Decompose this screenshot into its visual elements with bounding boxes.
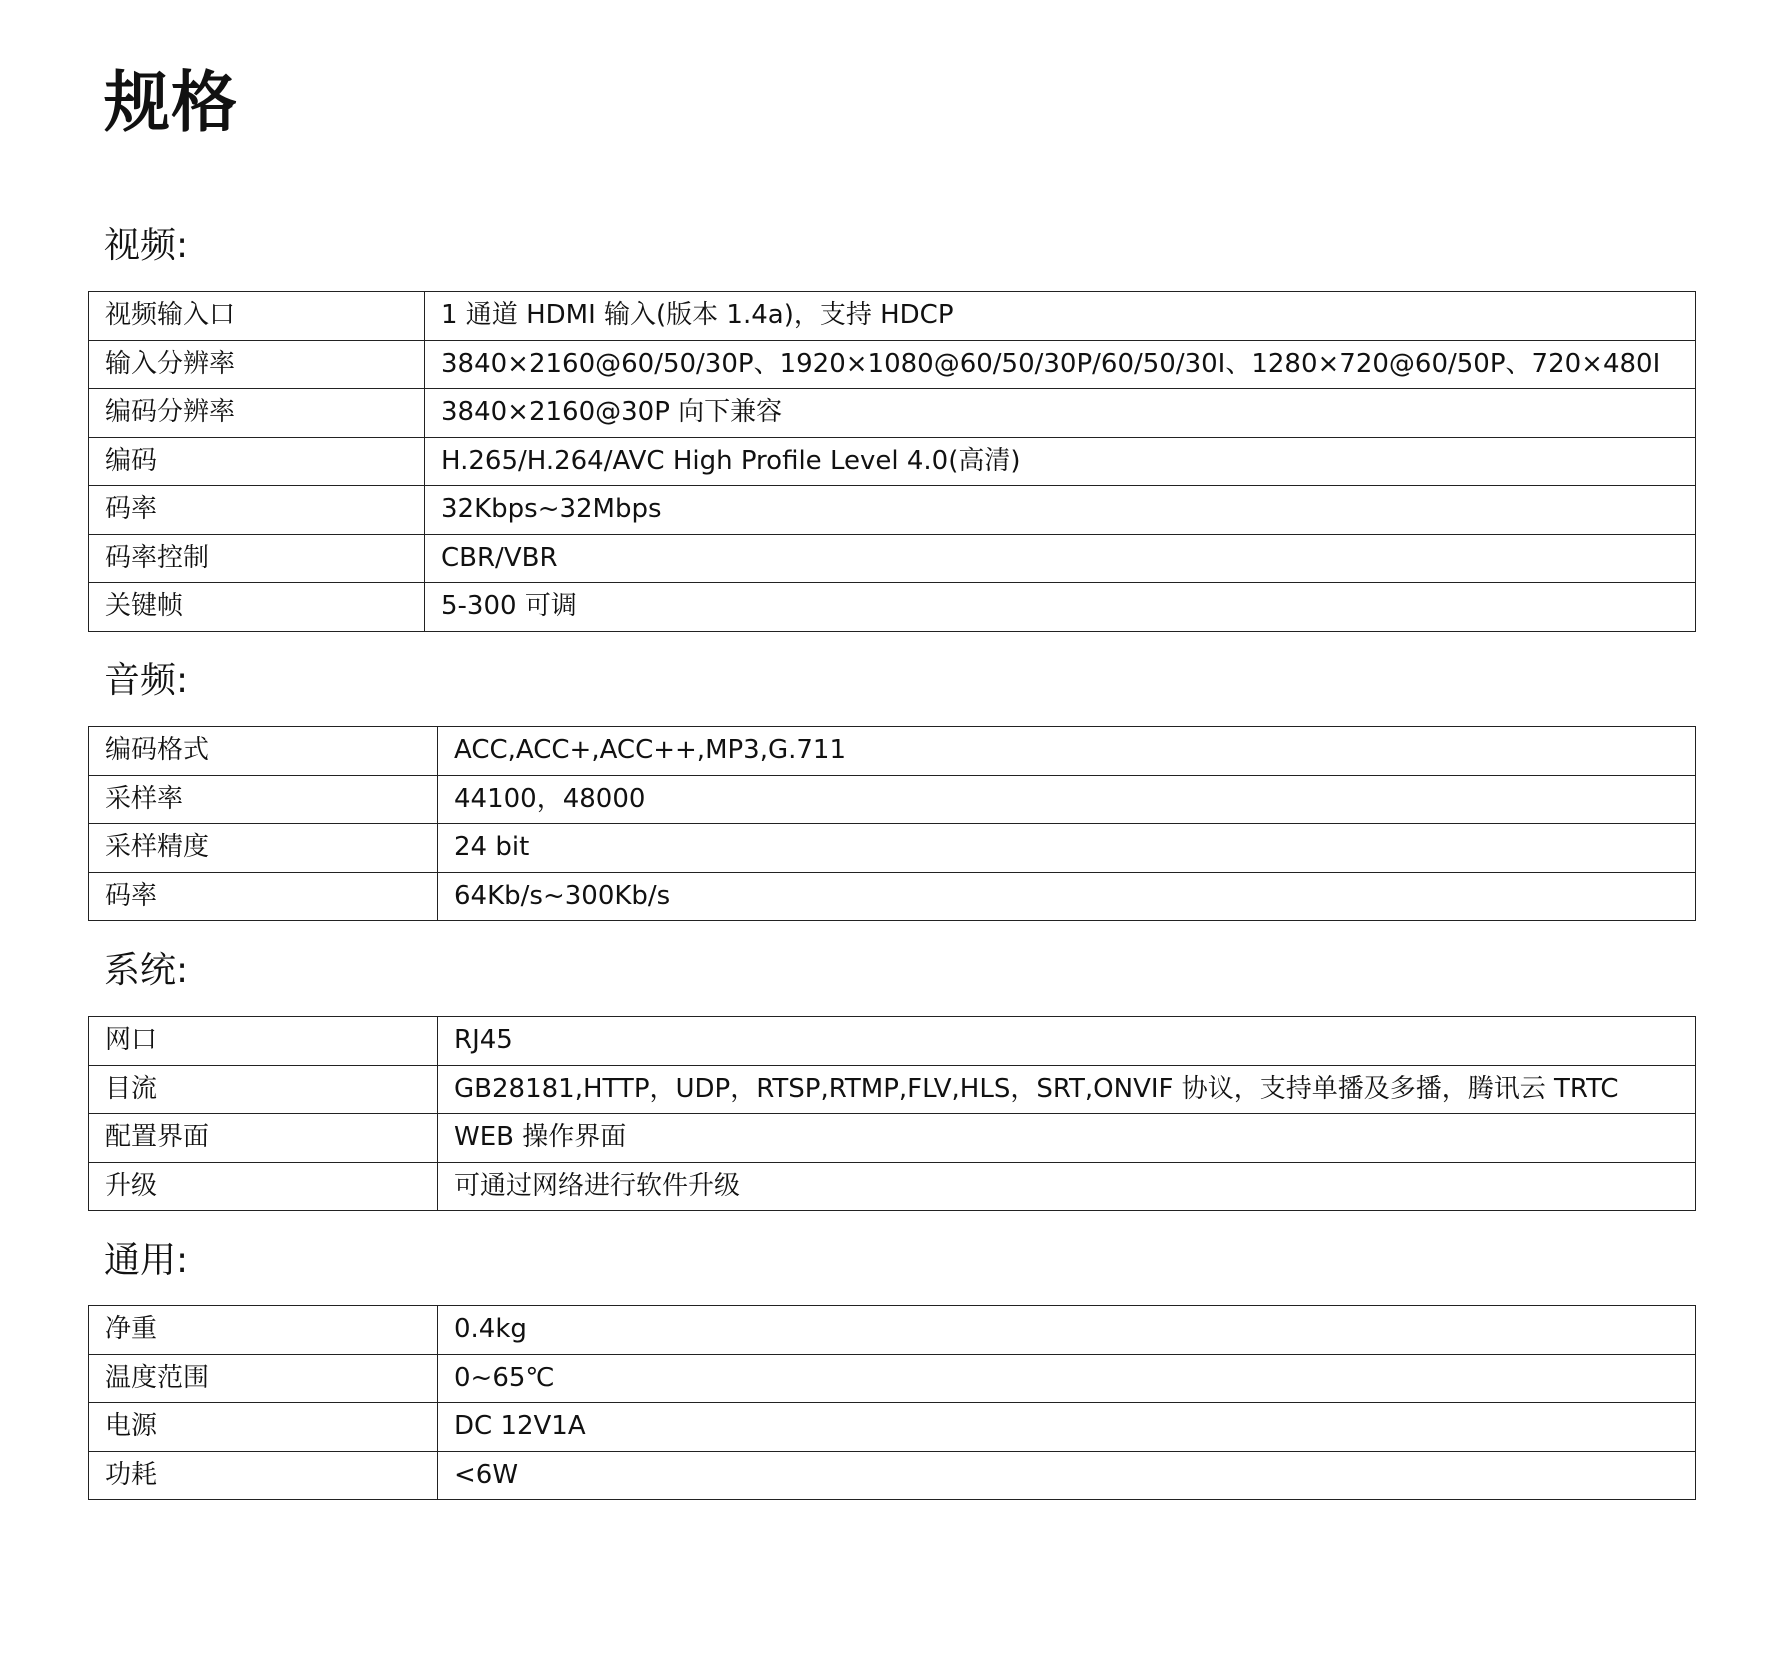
spec-value: WEB 操作界面 [438, 1114, 1696, 1163]
table-row [89, 775, 1696, 824]
page-title: 规格 [104, 64, 238, 141]
spec-label: 关键帧 [89, 583, 425, 632]
table-row [89, 1162, 1696, 1211]
table-row [89, 1354, 1696, 1403]
spec-label: 输入分辨率 [89, 340, 425, 389]
spec-value: H.265/H.264/AVC High Profile Level 4.0(高清) [425, 437, 1696, 486]
table-row [89, 486, 1696, 535]
spec-label: 视频输入口 [89, 292, 425, 341]
spec-label: 网口 [89, 1017, 438, 1066]
spec-label: 配置界面 [89, 1114, 438, 1163]
spec-label: 温度范围 [89, 1354, 438, 1403]
table-row [89, 534, 1696, 583]
spec-value: 32Kbps~32Mbps [425, 486, 1696, 535]
table-row [89, 1065, 1696, 1114]
spec-value: 64Kb/s~300Kb/s [438, 872, 1696, 921]
spec-value: 44100，48000 [438, 775, 1696, 824]
spec-value: 可通过网络进行软件升级 [438, 1162, 1696, 1211]
spec-value: 0~65℃ [438, 1354, 1696, 1403]
spec-value: RJ45 [438, 1017, 1696, 1066]
spec-value: ACC,ACC+,ACC++,MP3,G.711 [438, 727, 1696, 776]
table-row [89, 389, 1696, 438]
spec-label: 编码分辨率 [89, 389, 425, 438]
table-row [89, 292, 1696, 341]
spec-label: 升级 [89, 1162, 438, 1211]
table-row [89, 437, 1696, 486]
spec-label: 码率控制 [89, 534, 425, 583]
table-row [89, 1403, 1696, 1452]
spec-value: 24 bit [438, 824, 1696, 873]
spec-label: 编码 [89, 437, 425, 486]
spec-label: 电源 [89, 1403, 438, 1452]
spec-value: 1 通道 HDMI 输入(版本 1.4a)，支持 HDCP [425, 292, 1696, 341]
spec-label: 码率 [89, 486, 425, 535]
spec-value: 0.4kg [438, 1306, 1696, 1355]
spec-label: 功耗 [89, 1451, 438, 1500]
spec-value: <6W [438, 1451, 1696, 1500]
spec-value: 5-300 可调 [425, 583, 1696, 632]
table-row [89, 1017, 1696, 1066]
general-spec-table [88, 1305, 1696, 1500]
section-heading-general: 通用: [104, 1240, 189, 1281]
spec-label: 编码格式 [89, 727, 438, 776]
table-row [89, 583, 1696, 632]
table-row [89, 340, 1696, 389]
section-heading-system: 系统: [104, 950, 189, 991]
section-heading-video: 视频: [104, 225, 189, 266]
table-row [89, 1451, 1696, 1500]
spec-value: CBR/VBR [425, 534, 1696, 583]
spec-value: DC 12V1A [438, 1403, 1696, 1452]
section-heading-audio: 音频: [104, 660, 189, 701]
audio-spec-table [88, 726, 1696, 921]
table-row [89, 1306, 1696, 1355]
spec-value: GB28181,HTTP，UDP，RTSP,RTMP,FLV,HLS，SRT,ONVIF 协议，支持单播及多播，腾讯云 TRTC [438, 1065, 1696, 1114]
spec-label: 净重 [89, 1306, 438, 1355]
spec-label: 采样精度 [89, 824, 438, 873]
table-row [89, 727, 1696, 776]
table-row [89, 872, 1696, 921]
table-row [89, 1114, 1696, 1163]
spec-label: 码率 [89, 872, 438, 921]
spec-value: 3840×2160@60/50/30P、1920×1080@60/50/30P/60/50/30I、1280×720@60/50P、720×480I [425, 340, 1696, 389]
video-spec-table [88, 291, 1696, 632]
system-spec-table [88, 1016, 1696, 1211]
spec-value: 3840×2160@30P 向下兼容 [425, 389, 1696, 438]
spec-label: 采样率 [89, 775, 438, 824]
table-row [89, 824, 1696, 873]
spec-label: 目流 [89, 1065, 438, 1114]
